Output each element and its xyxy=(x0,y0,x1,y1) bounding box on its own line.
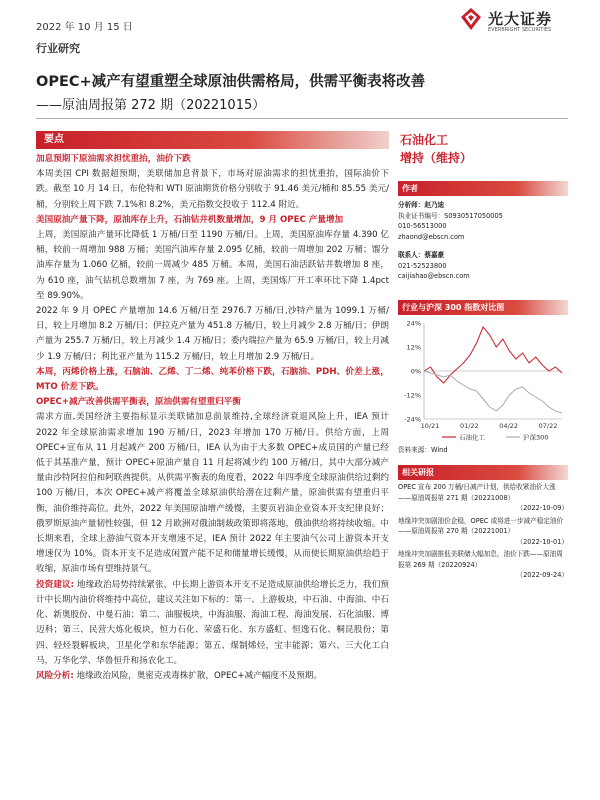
summary-paragraph-2: 上周，美国原油产量环比降低 1 万桶/日至 1190 万桶/日。上周，美国原油库存量 4.390 亿桶，较前一周增加 988 万桶；美国汽油库存量 2.095 亿桶，较前一周增加 202 万桶；馏分油库存量为 1.060 亿桶，较前一周减少 485 万桶。本周，美国石油活跃钻井数增加 8 座，为 610 座，油气钻机总数增加 7 座，为 769 座。上周，美国炼厂开工率环比下降 1.4pct 至 89.90%。 xyxy=(36,230,389,301)
report-subtitle: ——原油周报第 272 期（20221015） xyxy=(36,98,266,113)
industry-name: 石油化工 xyxy=(400,133,449,147)
risk-analysis-label: 风险分析: xyxy=(36,670,74,681)
legend-label: 石油化工 xyxy=(459,433,485,441)
analyst-label: 分析师： xyxy=(398,201,425,209)
risk-analysis xyxy=(36,669,389,684)
contact-name: 蔡嘉豪 xyxy=(424,251,445,259)
summary-header: 要点 xyxy=(36,131,389,149)
legend-label: 沪深300 xyxy=(523,433,549,441)
summary-heading-2: 美国原油产量下降，原油库存上升，石油钻井机数量增加，9 月 OPEC 产量增加 xyxy=(36,214,344,225)
series-line-1 xyxy=(424,371,562,413)
logo-mark-icon xyxy=(458,6,484,32)
summary-heading-4: 本周，丙烯价格上涨，石脑油、乙烯、丁二烯、纯苯价格下跌，石脑油、PDH、价差上涨，MTO 价差下跌。 xyxy=(36,366,389,393)
related-report-item[interactable] xyxy=(398,516,568,548)
summary-heading-1: 加息预期下原油需求担忧重抬，油价下跌 xyxy=(36,154,191,164)
report-date: 2022 年 10 月 15 日 xyxy=(36,22,133,33)
summary-paragraph-1: 本周美国 CPI 数据超预期，美联储加息背景下，市场对原油需求的担忧重抬，国际油价下跌。截至 10 月 14 日，布伦特和 WTI 原油期货价格分别收于 91.46 美元/桶和 85.55 美元/桶，分别较上周下跌 7.1%和 8.2%，美元指数交投收于 112.4 附近。 xyxy=(36,169,389,210)
x-tick-label: 04/22 xyxy=(499,421,519,430)
related-report-date: （2022-09-24） xyxy=(516,571,568,579)
related-report-title[interactable]: OPEC 宣布 200 万桶/日减产计划，供给收紧油价大涨——原油周报第 271 期（20221008） xyxy=(398,483,556,502)
contact-email[interactable]: caijiahao@ebscn.com xyxy=(398,272,470,280)
related-report-item[interactable] xyxy=(398,549,568,581)
comparison-chart-svg xyxy=(398,315,568,445)
author-header: 作者 xyxy=(398,181,568,196)
sidebar xyxy=(398,131,568,581)
related-report-date: （2022-10-09） xyxy=(516,504,568,512)
logo-text-cn: 光大证券 xyxy=(488,10,553,28)
x-tick-label: 01/22 xyxy=(459,421,479,430)
related-report-title[interactable]: 地缘冲突加剧推低美联储大幅加息，油价下跌——原油周报第 269 期（20220924） xyxy=(398,550,563,569)
contact-phone: 021-52523800 xyxy=(398,261,447,270)
analyst-line xyxy=(398,200,568,211)
industry-rating: 增持（维持） xyxy=(400,151,473,165)
related-report-title[interactable]: 地缘冲突加剧油价企稳，OPEC 或将进一步减产稳定油价——原油周报第 270 期（20221001） xyxy=(398,516,564,535)
report-title: OPEC+减产有望重塑全球原油供需格局，供需平衡表将改善 xyxy=(36,74,426,90)
company-logo xyxy=(458,6,568,40)
y-tick-label: 0% xyxy=(410,367,421,375)
series-line-0 xyxy=(424,327,562,383)
related-reports-list xyxy=(398,482,568,581)
analyst-name: 赵乃迪 xyxy=(424,201,445,209)
logo-text-en: EVERBRIGHT SECURITIES xyxy=(488,27,552,33)
y-tick-label: -12% xyxy=(404,391,421,399)
related-report-date: （2022-10-01） xyxy=(516,537,568,546)
related-report-item[interactable] xyxy=(398,482,568,514)
contact-label: 联系人： xyxy=(398,251,425,259)
title-divider xyxy=(36,118,568,119)
y-tick-label: 12% xyxy=(406,343,421,351)
x-tick-label: 07/22 xyxy=(538,421,558,430)
x-tick-label: 10/21 xyxy=(420,421,440,430)
summary-heading-5: OPEC+减产改善供需平衡表，原油供需有望重归平衡 xyxy=(36,397,241,408)
summary-column xyxy=(36,131,389,684)
risk-analysis-text: 地缘政治风险，奥密克戎毒株扩散，OPEC+减产幅度不及预期。 xyxy=(76,670,322,681)
y-tick-label: 24% xyxy=(406,319,421,327)
chart-source: 资料来源：Wind xyxy=(398,445,448,454)
analyst-cert: 执业证书编号：S0930517050005 xyxy=(398,211,503,220)
analyst-email[interactable]: zhaond@ebscn.com xyxy=(398,232,465,241)
related-header: 相关研报 xyxy=(398,465,568,480)
section-label: 行业研究 xyxy=(36,42,80,55)
comparison-chart xyxy=(398,315,568,445)
y-tick-label: -24% xyxy=(404,415,421,423)
summary-paragraph-3: 2022 年 9 月 OPEC 产量增加 14.6 万桶/日至 2976.7 万桶/日,沙特产量为 1099.1 万桶/日，较上月增加 8.2 万桶/日；伊拉克产量为 451.8 万桶/日，较上月减少 2.8 万桶/日；伊朗产量为 255.7 万桶/日，较上月减少 1.4 万桶/日；委内瑞拉产量为 65.9 万桶/日，较上月减少 1.9 万桶/日；利比亚产量为 115.2 万桶/日，较上月增加 2.9 万桶/日。 xyxy=(36,306,389,362)
investment-advice xyxy=(36,578,389,669)
summary-paragraph-5: 需求方面,美国经济主要指标显示美联储加息前景维持,全球经济衰退风险上升，IEA 预计 2022 年全球原油需求增加 190 万桶/日，2023 年增加 170 万桶/日。供给方面，上周 OPEC+宣布从 11 月起减产 200 万桶/日，IEA 认为由于大多数 OPEC+成员国的产量已经低于其基准产量，预计 OPEC+原油产量自 11 月起将减少约 100 万桶/日，其中大部分减产量由沙特阿拉伯和阿联酋提供。从供需平衡表的角度看，2022 年四季度全球原油供给过剩约 100 万桶/日，本次 OPEC+减产将覆盖全球原油供给潜在过剩产量，原油供需有望重归平衡，油价维持高位。此外，2022 年美国原油增产缓慢，主要页岩油企业资本开支纪律良好；俄罗斯原油产量韧性较强，但 12 月欧洲对俄油制裁政策即将落地，俄油供给将持续收缩。中长期来看，全球上游油气资本开支增速不足，IEA 预计 2022 年主要油气公司上游资本开支增速仅为 10%。资本开支不足造成闲置产能不足和储量增长缓慢，从而使长期原油供给趋于收缩，原油市场有望维持景气。 xyxy=(36,412,389,575)
contact-line xyxy=(398,250,568,261)
investment-advice-text: 地缘政治局势持续紧张，中长期上游资本开支不足造成原油供给增长乏力，我们预计中长期内油价将维持中高位，建议关注如下标的：第一、上游板块，中石油、中海油、中石化、新奥股份、中曼石油；第二、油服板块，中海油服、海油工程、海油发展、石化油服、博迈科；第三、民营大炼化板块，恒力石化、荣盛石化、东方盛虹、恒逸石化、桐昆股份；第四、轻烃裂解板块，卫星化学和东华能源；第五、煤制烯烃，宝丰能源；第六、三大化工白马，万华化学、华鲁恒升和扬农化工。 xyxy=(36,579,389,666)
analyst-phone: 010-56513000 xyxy=(398,222,447,230)
chart-header: 行业与沪深 300 指数对比图 xyxy=(398,300,568,315)
investment-advice-label: 投资建议: xyxy=(36,579,75,590)
